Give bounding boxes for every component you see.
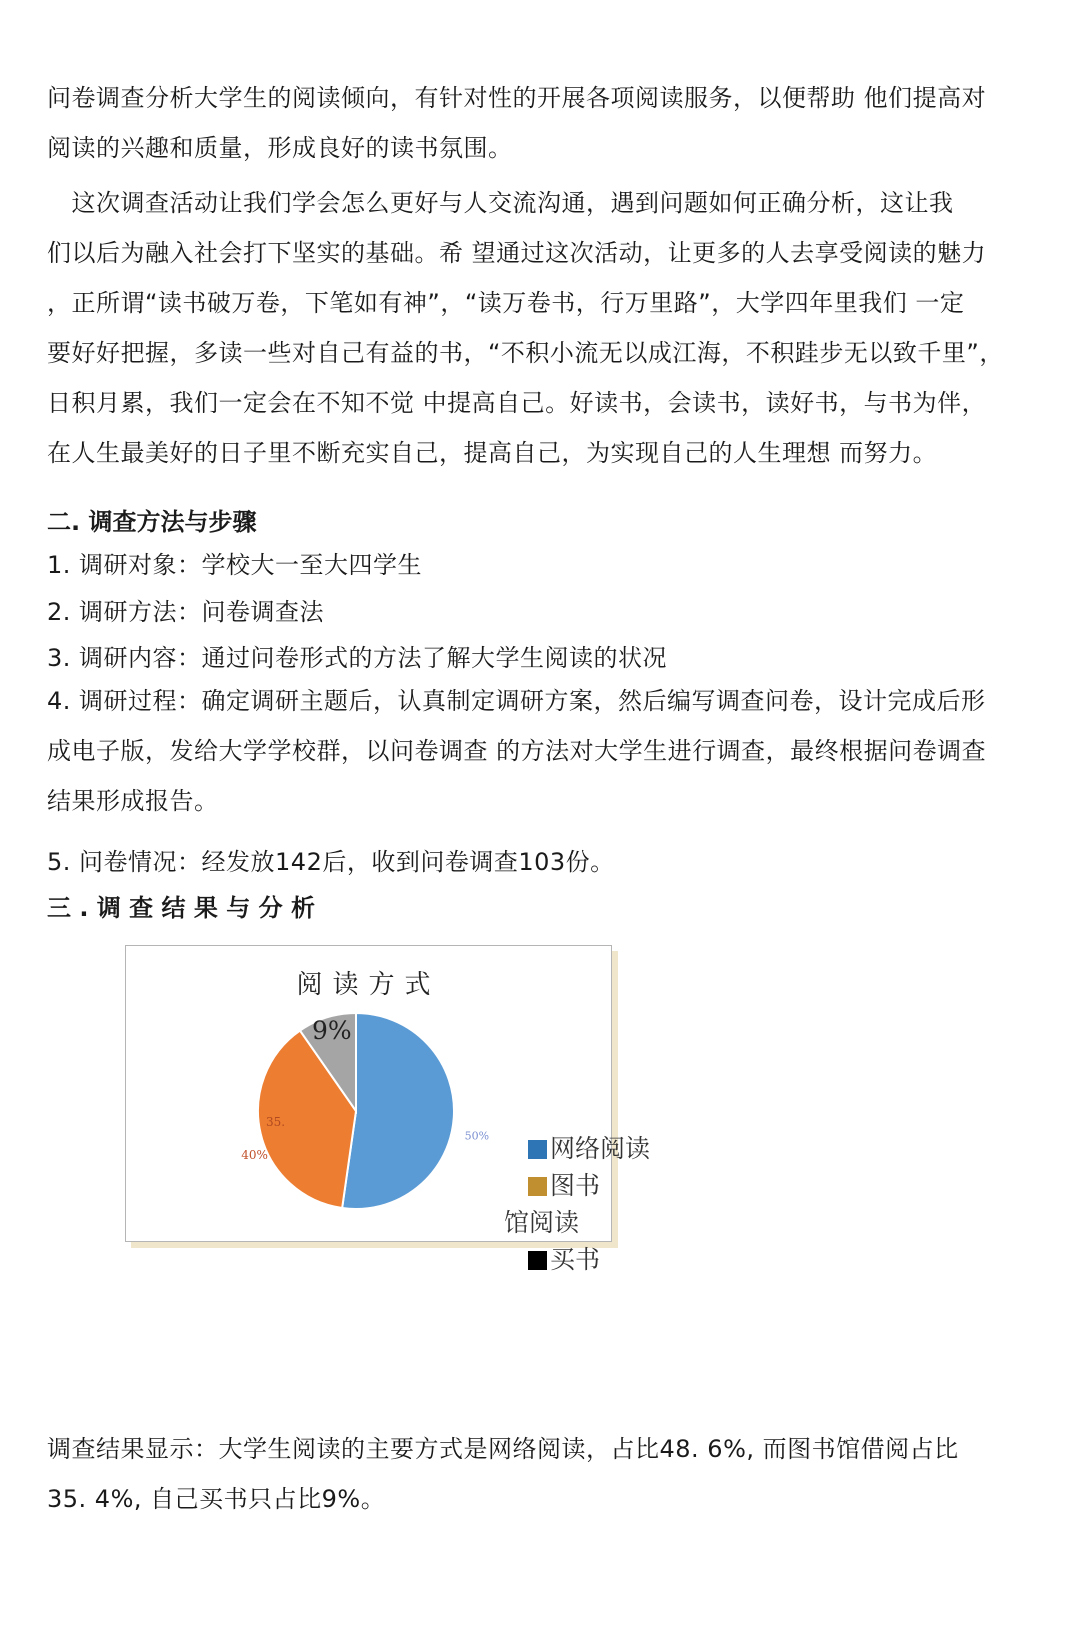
survey-count-item: 5. 问卷情况：经发放142后，收到问卷调查103份。 — [47, 848, 615, 876]
legend-item-online — [528, 1130, 650, 1167]
section-heading-methods: 二. 调查方法与步骤 — [47, 508, 257, 536]
pie-label-buy: 9% — [311, 1016, 352, 1046]
reflection-line: ，正所谓“读书破万卷，下笔如有神”，“读万卷书，行万里路”，大学四年里我们 一定 — [47, 289, 965, 317]
pie-label-library: 40% — [241, 1148, 268, 1163]
conclusion-line: 35. 4%, 自己买书只占比9%。 — [47, 1485, 386, 1513]
process-line: 结果形成报告。 — [47, 787, 219, 815]
pie-slice-online — [342, 1013, 454, 1209]
reflection-line: 在人生最美好的日子里不断充实自己，提高自己，为实现自己的人生理想 而努力。 — [47, 439, 938, 467]
method-item: 2. 调研方法：问卷调查法 — [47, 598, 325, 626]
process-paragraph — [47, 676, 1047, 826]
intro-line: 问卷调查分析大学生的阅读倾向，有针对性的开展各项阅读服务，以便帮助 他们提高对 — [47, 84, 987, 112]
intro-line: 阅读的兴趣和质量，形成良好的读书氛围。 — [47, 134, 513, 162]
legend-label-library-line2: 馆阅读 — [504, 1208, 580, 1237]
process-line: 成电子版，发给大学学校群，以问卷调查 的方法对大学生进行调查，最终根据问卷调查 — [47, 737, 987, 765]
conclusion-line: 调查结果显示：大学生阅读的主要方式是网络阅读，占比48. 6%, 而图书馆借阅占比 — [47, 1435, 959, 1463]
legend-item-library-cont — [504, 1204, 650, 1241]
pie-label-online: 50% — [464, 1129, 490, 1143]
chart-legend — [504, 1130, 651, 1278]
reflection-line: 日积月累，我们一定会在不知不觉 中提高自己。好读书，会读书，读好书，与书为伴， — [47, 389, 987, 417]
legend-label-library-line1: 图书 — [550, 1171, 601, 1200]
reflection-paragraph — [47, 178, 1047, 478]
process-line: 4. 调研过程：确定调研主题后，认真制定调研方案，然后编写调查问卷，设计完成后形 — [47, 687, 986, 715]
legend-label-online: 网络阅读 — [550, 1134, 651, 1163]
reflection-line: 要好好把握，多读一些对自己有益的书，“不积小流无以成江海，不积跬步无以致千里”， — [47, 339, 1004, 367]
method-item: 1. 调研对象：学校大一至大四学生 — [47, 551, 423, 579]
section-heading-results: 三 . 调 查 结 果 与 分 析 — [47, 894, 315, 922]
legend-label-buy: 买书 — [550, 1245, 601, 1274]
legend-item-library — [528, 1167, 650, 1204]
legend-swatch-online — [528, 1140, 547, 1159]
pie-label-extra: 35. — [266, 1115, 286, 1129]
conclusion-paragraph — [47, 1424, 1047, 1524]
legend-swatch-library — [528, 1177, 547, 1196]
reflection-line: 这次调查活动让我们学会怎么更好与人交流沟通，遇到问题如何正确分析，这让我 — [47, 189, 954, 217]
intro-paragraph — [47, 73, 1047, 173]
method-item: 3. 调研内容：通过问卷形式的方法了解大学生阅读的状况 — [47, 644, 668, 672]
legend-item-buy — [528, 1241, 650, 1278]
chart-title: 阅读方式 — [296, 970, 441, 1000]
legend-swatch-buy — [528, 1251, 547, 1270]
reflection-line: 们以后为融入社会打下坚实的基础。希 望通过这次活动，让更多的人去享受阅读的魅力 — [47, 239, 987, 267]
